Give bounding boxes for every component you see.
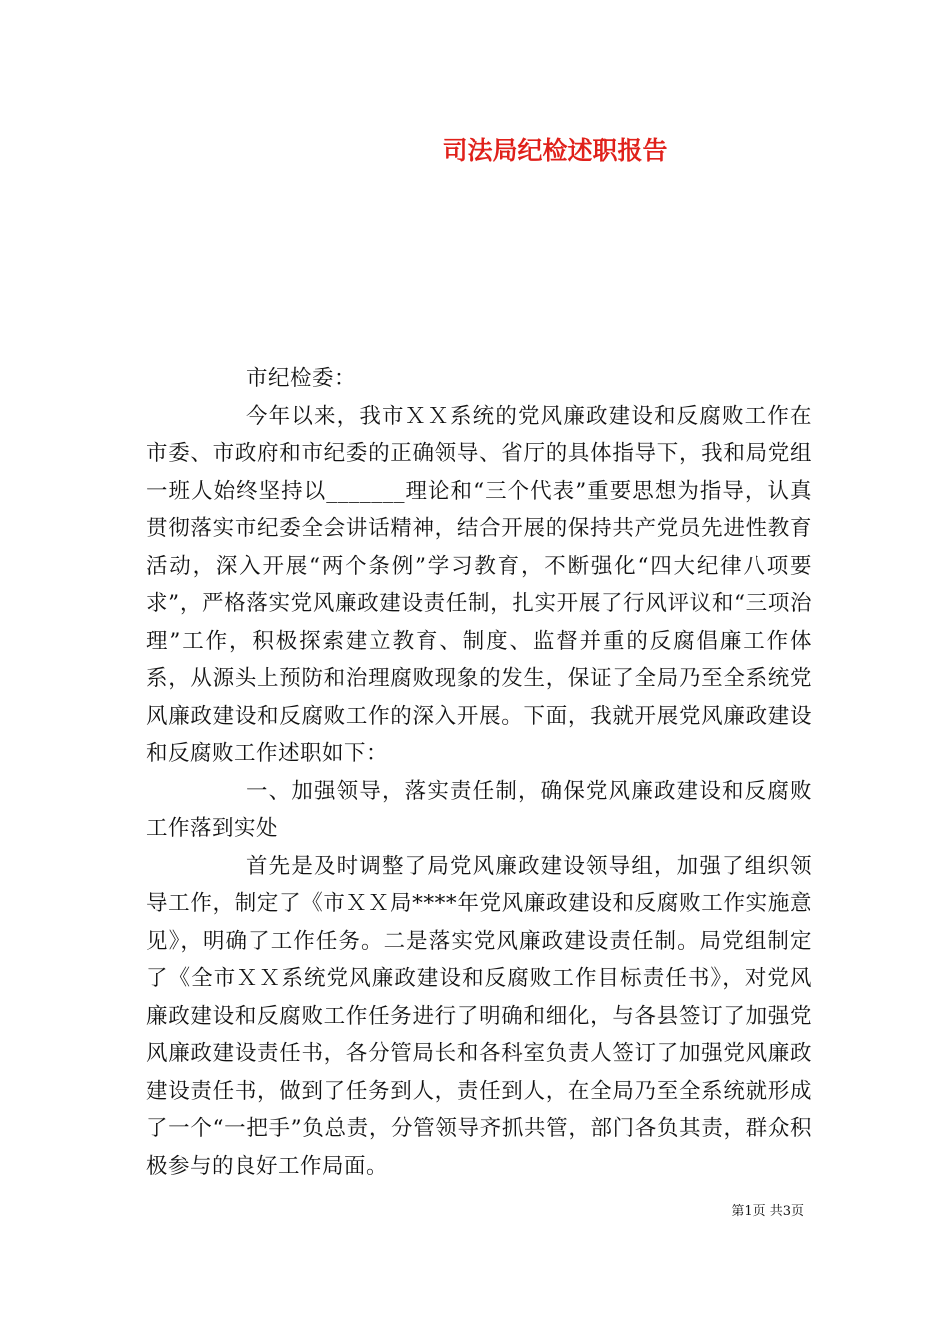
document-body [146,360,812,1185]
paragraph-section-1: 首先是及时调整了局党风廉政建设领导组，加强了组织领导工作，制定了《市ＸＸ局****年党风廉政建设和反腐败工作实施意见》，明确了工作任务。二是落实党风廉政建设责任制。局党组制定了《全市ＸＸ系统党风廉政建设和反腐败工作目标责任书》，对党风廉政建设和反腐败工作任务进行了明确和细化，与各县签订了加强党风廉政建设责任书，各分管局长和各科室负责人签订了加强党风廉政建设责任书，做到了任务到人，责任到人，在全局乃至全系统就形成了一个“一把手”负总责，分管领导齐抓共管，部门各负其责，群众积极参与的良好工作局面。 [146,853,812,1179]
page-number: 第1页 共3页 [731,1204,804,1219]
paragraph-intro: 今年以来，我市ＸＸ系统的党风廉政建设和反腐败工作在市委、市政府和市纪委的正确领导、省厅的具体指导下，我和局党组一班人始终坚持以_______理论和“三个代表”重要思想为指导，认真贯彻落实市纪委全会讲话精神，结合开展的保持共产党员先进性教育活动，深入开展“两个条例”学习教育，不断强化“四大纪律八项要求”，严格落实党风廉政建设责任制，扎实开展了行风评议和“三项治理”工作，积极探索建立教育、制度、监督并重的反腐倡廉工作体系，从源头上预防和治理腐败现象的发生，保证了全局乃至全系统党风廉政建设和反腐败工作的深入开展。下面，我就开展党风廉政建设和反腐败工作述职如下： [146,403,812,766]
salutation: 市纪检委： [246,366,357,391]
document-title: 司法局纪检述职报告 [442,136,668,165]
section-heading-1: 一、加强领导，落实责任制，确保党风廉政建设和反腐败工作落到实处 [146,778,812,841]
